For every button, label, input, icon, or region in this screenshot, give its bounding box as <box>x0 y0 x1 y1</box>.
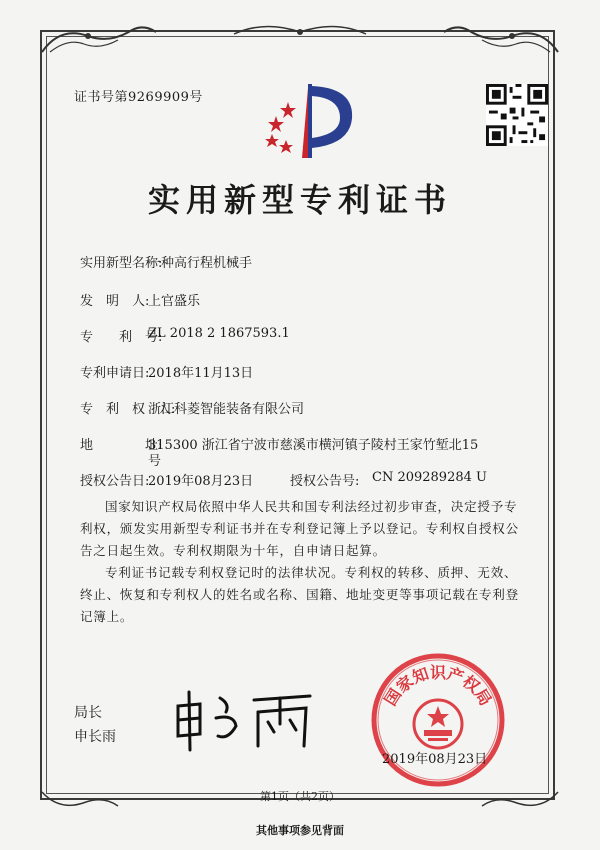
director-title: 局长 <box>74 705 102 721</box>
director-signature <box>170 684 320 754</box>
field-label-address: 地 址: <box>80 438 163 453</box>
field-value-address-line2: 号 <box>148 454 162 469</box>
field-value-patentee: 浙江科菱智能装备有限公司 <box>148 402 305 417</box>
seal-text: 国家知识产权局 <box>380 663 496 710</box>
top-left-ornament <box>40 22 160 58</box>
cnipa-logo <box>262 78 358 162</box>
field-value-filing-date: 2018年11月13日 <box>148 366 254 381</box>
page-number: 第1页（共2页） <box>260 790 340 803</box>
field-value-patent-number: ZL 2018 2 1867593.1 <box>148 326 290 341</box>
field-label-grant-date: 授权公告日: <box>80 474 150 489</box>
qr-code-icon <box>486 84 548 146</box>
field-value-inventor: 上官盛乐 <box>148 294 201 309</box>
back-page-note: 其他事项参见背面 <box>256 824 344 837</box>
director-name: 申长雨 <box>74 729 116 745</box>
top-center-ornament <box>230 22 370 42</box>
field-label-filing-date: 专利申请日: <box>80 366 150 381</box>
seal-date: 2019年08月23日 <box>382 752 488 767</box>
field-label-inventor: 发 明 人: <box>80 294 150 309</box>
field-value-name: 一种高行程机械手 <box>148 256 253 271</box>
certificate-number: 证书号第9269909号 <box>74 90 203 105</box>
top-right-ornament <box>440 22 560 58</box>
certificate-title: 实用新型专利证书 <box>147 181 452 219</box>
field-value-grant-number: CN 209289284 U <box>372 470 487 485</box>
field-value-grant-date: 2019年08月23日 <box>148 474 254 489</box>
field-label-patent-number: 专 利 号: <box>80 330 163 345</box>
field-label-name: 实用新型名称: <box>80 256 163 271</box>
field-value-address: 315300 浙江省宁波市慈溪市横河镇子陵村王家竹堑北15 <box>148 438 479 453</box>
field-label-patentee: 专 利 权 人: <box>80 402 176 417</box>
official-seal <box>368 650 508 790</box>
field-label-grant-number: 授权公告号: <box>290 474 360 489</box>
grant-statement: 国家知识产权局依照中华人民共和国专利法经过初步审查，决定授予专利权，颁发实用新型专利证书并在专利登记簿上予以登记。专利权自授权公告之日起生效。专利权期限为十年，自申请日起算。 <box>80 499 519 558</box>
legal-status-note: 专利证书记载专利权登记时的法律状况。专利权的转移、质押、无效、终止、恢复和专利权人的姓名或名称、国籍、地址变更等事项记载在专利登记簿上。 <box>80 565 519 624</box>
